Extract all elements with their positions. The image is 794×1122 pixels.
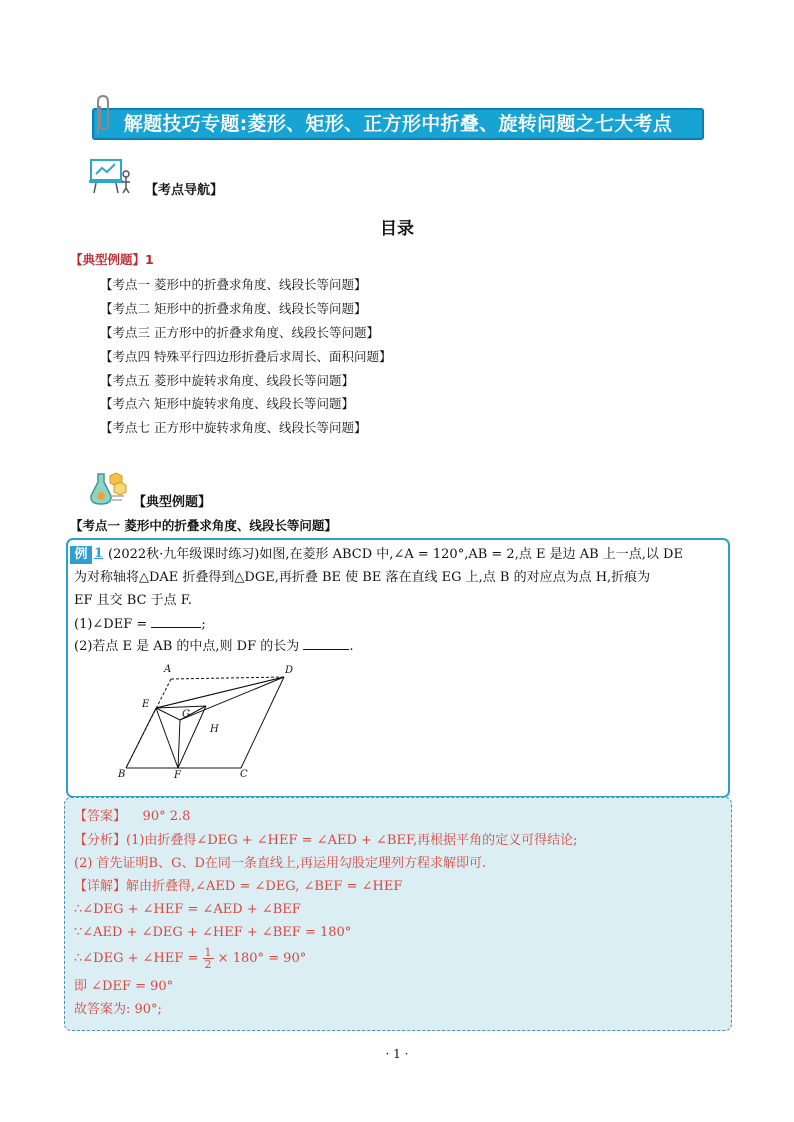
detail-line: 即 ∠DEF = 90° <box>74 979 174 994</box>
label-A: A <box>164 664 172 675</box>
answer-label: 【答案】 <box>74 809 127 824</box>
question-2-end: . <box>349 639 354 654</box>
fraction-numerator: 1 <box>204 946 212 959</box>
detail-line: 故答案为: 90°; <box>74 1002 162 1017</box>
label-D: D <box>285 665 294 676</box>
topic-heading: 【考点一 菱形中的折叠求角度、线段长等问题】 <box>70 518 337 533</box>
detail-line <box>74 878 402 896</box>
question-2 <box>74 636 354 656</box>
toc-item[interactable]: 【考点五 菱形中旋转求角度、线段长等问题】 <box>100 373 354 388</box>
toc-item[interactable]: 【考点二 矩形中的折叠求角度、线段长等问题】 <box>100 301 367 316</box>
question-1-text: (1)∠DEF = <box>74 617 148 632</box>
nav-heading: 【考点导航】 <box>145 183 224 198</box>
fraction-denominator: 2 <box>204 958 212 971</box>
question-2-text: (2)若点 E 是 AB 的中点,则 DF 的长为 <box>74 639 300 654</box>
toc-heading[interactable]: 【典型例题】1 <box>70 252 154 267</box>
rhombus-figure <box>110 660 310 784</box>
answer-blank[interactable] <box>151 614 201 628</box>
question-1-end: ; <box>201 617 206 632</box>
detail-text: 解由折叠得,∠AED = ∠DEG, ∠BEF = ∠HEF <box>126 879 403 894</box>
detail-text: × 180° = 90° <box>217 951 307 966</box>
problem-line: 为对称轴将△DAE 折叠得到△DGE,再折叠 BE 使 BE 落在直线 EG 上,点 B 的对应点为点 H,折痕为 <box>74 570 651 585</box>
toc-item[interactable]: 【考点三 正方形中的折叠求角度、线段长等问题】 <box>100 325 379 340</box>
examples-heading: 【典型例题】 <box>133 495 212 510</box>
fraction <box>203 947 214 970</box>
label-F: F <box>174 770 181 781</box>
analysis-line: (2) 首先证明B、G、D在同一条直线上,再运用勾股定理列方程求解即可. <box>74 856 487 871</box>
label-G: G <box>182 709 190 720</box>
analysis-text: (1)由折叠得∠DEG + ∠HEF = ∠AED + ∠BEF,再根据平角的定义可得结论; <box>126 833 578 848</box>
answer-values: 90° 2.8 <box>142 809 191 824</box>
problem-line: (2022秋·九年级课时练习)如图,在菱形 ABCD 中,∠A = 120°,AB = 2,点 E 是边 AB 上一点,以 DE <box>108 547 683 562</box>
toc-item[interactable]: 【考点六 矩形中旋转求角度、线段长等问题】 <box>100 396 354 411</box>
detail-text: ∴∠DEG + ∠HEF = <box>74 951 199 966</box>
detail-line: ∴∠DEG + ∠HEF = ∠AED + ∠BEF <box>74 902 301 917</box>
example-tag: 例 <box>70 546 92 564</box>
label-E: E <box>142 699 150 710</box>
toc-title: 目录 <box>380 219 414 239</box>
presentation-board-icon <box>88 158 132 194</box>
toc-item[interactable]: 【考点一 菱形中的折叠求角度、线段长等问题】 <box>100 277 367 292</box>
question-1 <box>74 614 206 634</box>
toc-item[interactable]: 【考点四 特殊平行四边形折叠后求周长、面积问题】 <box>100 349 392 364</box>
label-C: C <box>240 769 248 780</box>
detail-label: 【详解】 <box>74 879 127 894</box>
page-number: · 1 · <box>385 1047 409 1061</box>
answer-line <box>74 808 190 826</box>
page-title: 解题技巧专题:菱形、矩形、正方形中折叠、旋转问题之七大考点 <box>123 113 673 135</box>
problem-line: EF 且交 BC 于点 F. <box>74 593 192 608</box>
answer-blank[interactable] <box>303 636 349 650</box>
label-H: H <box>210 724 219 735</box>
detail-line <box>74 946 306 972</box>
toc-item[interactable]: 【考点七 正方形中旋转求角度、线段长等问题】 <box>100 420 367 435</box>
example-number: 1 <box>94 546 104 561</box>
flask-icon <box>84 470 128 508</box>
label-B: B <box>118 769 126 780</box>
analysis-label: 【分析】 <box>74 833 127 848</box>
analysis-line <box>74 832 577 850</box>
detail-line: ∵∠AED + ∠DEG + ∠HEF + ∠BEF = 180° <box>74 925 352 940</box>
